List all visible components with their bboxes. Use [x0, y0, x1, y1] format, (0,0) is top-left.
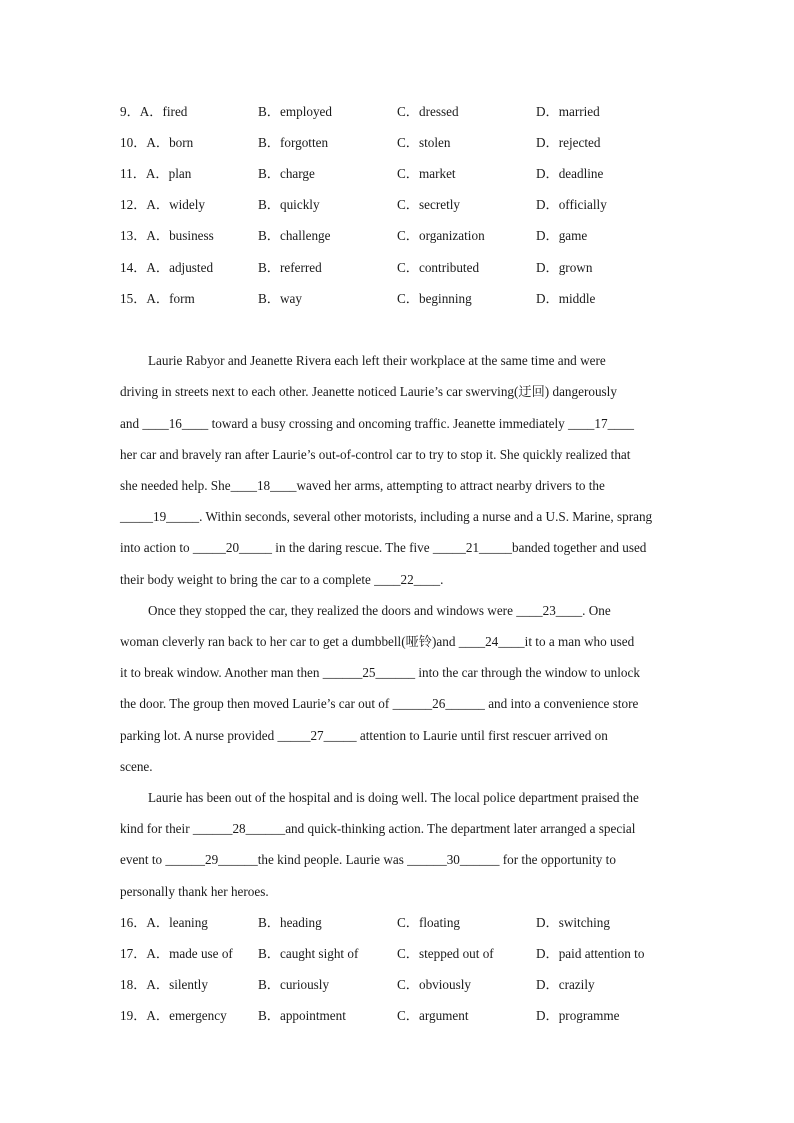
option-c: C．stepped out of — [397, 946, 494, 961]
option-d: D．switching — [536, 915, 610, 930]
option-c: C．contributed — [397, 260, 480, 275]
option-c: C．market — [397, 166, 456, 181]
option-b: B．appointment — [258, 1008, 346, 1023]
option-b: B．challenge — [258, 228, 331, 243]
option-a: 18．A．silently — [120, 977, 208, 992]
option-a: 14．A．adjusted — [120, 260, 214, 275]
option-a: 19．A．emergency — [120, 1008, 227, 1023]
question-row — [120, 133, 680, 153]
option-a: 17．A．made use of — [120, 946, 233, 961]
option-b: B．referred — [258, 260, 322, 275]
option-a: 11．A．plan — [120, 166, 192, 181]
option-b: B．forgotten — [258, 135, 329, 150]
option-b: B．heading — [258, 915, 322, 930]
option-d: D．grown — [536, 260, 593, 275]
question-row — [120, 975, 680, 995]
question-row — [120, 1006, 680, 1026]
option-d: D．rejected — [536, 135, 601, 150]
passage-line: _____19_____. Within seconds, several other motorists, including a nurse and a U.S. Marine, sprang — [120, 509, 653, 524]
passage-line: it to break window. Another man then ______25______ into the car through the window to unlock — [120, 665, 640, 680]
option-d: D．crazily — [536, 977, 595, 992]
passage-line: driving in streets next to each other. Jeanette noticed Laurie’s car swerving(迂回) dangerously — [120, 384, 617, 399]
option-d: D．officially — [536, 197, 607, 212]
question-row — [120, 102, 680, 122]
option-a: 10．A．born — [120, 135, 194, 150]
passage-line: and ____16____ toward a busy crossing and oncoming traffic. Jeanette immediately ____17____ — [120, 416, 634, 431]
passage-line: her car and bravely ran after Laurie’s out-of-control car to try to stop it. She quickly realized that — [120, 447, 631, 462]
passage-line: Once they stopped the car, they realized the doors and windows were ____23____. One — [148, 603, 611, 618]
option-c: C．organization — [397, 228, 485, 243]
question-row — [120, 944, 680, 964]
option-d: D．paid attention to — [536, 946, 645, 961]
option-b: B．charge — [258, 166, 315, 181]
question-row — [120, 195, 680, 215]
option-c: C．obviously — [397, 977, 472, 992]
option-c: C．dressed — [397, 104, 459, 119]
passage-line: Laurie has been out of the hospital and is doing well. The local police department praised the — [148, 790, 639, 805]
option-d: D．deadline — [536, 166, 604, 181]
option-a: 9．A．fired — [120, 104, 188, 119]
passage-line: personally thank her heroes. — [120, 884, 269, 899]
option-d: D．married — [536, 104, 600, 119]
passage-line: into action to _____20_____ in the daring rescue. The five _____21_____banded together and used — [120, 540, 647, 555]
option-c: C．stolen — [397, 135, 451, 150]
passage-line: she needed help. She____18____waved her arms, attempting to attract nearby drivers to the — [120, 478, 605, 493]
passage-line: scene. — [120, 759, 153, 774]
option-a: 13．A．business — [120, 228, 214, 243]
option-c: C．secretly — [397, 197, 460, 212]
question-row — [120, 226, 680, 246]
option-d: D．middle — [536, 291, 596, 306]
option-a: 12．A．widely — [120, 197, 205, 212]
option-c: C．floating — [397, 915, 461, 930]
option-b: B．quickly — [258, 197, 320, 212]
question-row — [120, 913, 680, 933]
option-b: B．caught sight of — [258, 946, 359, 961]
passage-line: their body weight to bring the car to a complete ____22____. — [120, 572, 444, 587]
option-c: C．beginning — [397, 291, 472, 306]
option-b: B．way — [258, 291, 302, 306]
passage-line: parking lot. A nurse provided _____27_____ attention to Laurie until first rescuer arrived on — [120, 728, 608, 743]
option-d: D．programme — [536, 1008, 620, 1023]
passage-line: Laurie Rabyor and Jeanette Rivera each left their workplace at the same time and were — [148, 353, 606, 368]
question-row — [120, 164, 680, 184]
option-a: 16．A．leaning — [120, 915, 208, 930]
passage-line: kind for their ______28______and quick-thinking action. The department later arranged a special — [120, 821, 636, 836]
passage-line: the door. The group then moved Laurie’s car out of ______26______ and into a convenience store — [120, 696, 639, 711]
question-row — [120, 289, 680, 309]
option-a: 15．A．form — [120, 291, 195, 306]
question-row — [120, 258, 680, 278]
passage-line: event to ______29______the kind people. Laurie was ______30______ for the opportunity to — [120, 852, 616, 867]
option-d: D．game — [536, 228, 588, 243]
option-b: B．curiously — [258, 977, 330, 992]
option-c: C．argument — [397, 1008, 469, 1023]
passage-line: woman cleverly ran back to her car to get a dumbbell(哑铃)and ____24____it to a man who used — [120, 634, 635, 649]
option-b: B．employed — [258, 104, 332, 119]
